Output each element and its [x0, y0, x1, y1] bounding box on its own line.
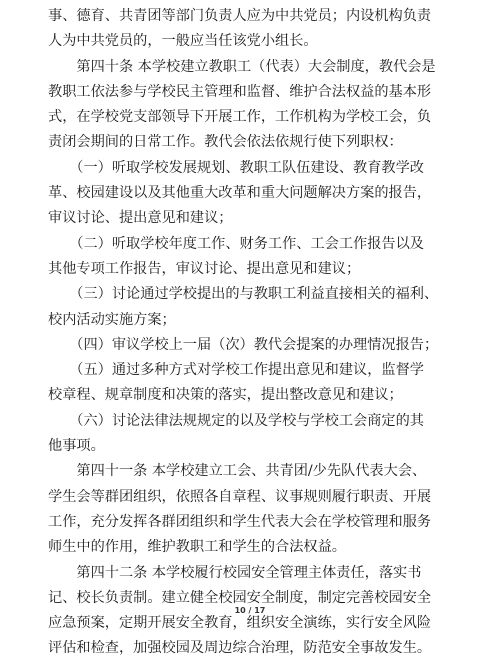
page-number: 10 / 17	[234, 606, 266, 615]
text-line: 应急预案，定期开展安全教育，组织安全演练，实行安全风险	[48, 615, 432, 632]
text-line: 审议讨论、提出意见和建议；	[48, 210, 233, 227]
text-line: 教职工依法参与学校民主管理和监督、维护合法权益的基本形	[48, 83, 432, 100]
text-line: （四）审议学校上一届（次）教代会提案的办理情况报告；	[48, 336, 439, 353]
text-line: 人为中共党员的，一般应当任该党小组长。	[48, 33, 318, 50]
text-line: 事、德育、共青团等部门负责人应为中共党员；内设机构负责	[48, 8, 432, 24]
text-line: 记、校长负责制。建立健全校园安全制度，制定完善校园安全	[48, 589, 432, 606]
text-line: （六）讨论法律法规规定的以及学校与学校工会商定的其	[48, 412, 424, 429]
text-line: 第四十二条 本学校履行校园安全管理主体责任，落实书	[48, 564, 422, 581]
text-line: 其他专项工作报告，审议讨论、提出意见和建议；	[48, 260, 361, 277]
text-line: 他事项。	[48, 438, 105, 455]
text-line: （二）听取学校年度工作、财务工作、工会工作报告以及	[48, 235, 424, 252]
text-line: （三）讨论通过学校提出的与教职工利益直接相关的福利、	[48, 286, 439, 303]
text-line: 评估和检查，加强校园及周边综合治理，防范安全事故发生。	[48, 640, 432, 657]
text-line: 第四十一条 本学校建立工会、共青团/少先队代表大会、	[48, 463, 427, 480]
text-line: （一）听取学校发展规划、教职工队伍建设、教育教学改	[48, 159, 424, 176]
text-line: 式，在学校党支部领导下开展工作，工作机构为学校工会，负	[48, 109, 432, 126]
text-line: 第四十条 本学校建立教职工（代表）大会制度，教代会是	[48, 58, 436, 75]
text-line: （五）通过多种方式对学校工作提出意见和建议，监督学	[48, 362, 424, 379]
text-line: 校内活动实施方案；	[48, 311, 176, 328]
text-line: 革、校园建设以及其他重大改革和重大问题解决方案的报告，	[48, 185, 432, 202]
text-line: 学生会等群团组织，依照各自章程、议事规则履行职责、开展	[48, 488, 432, 505]
text-line: 校章程、规章制度和决策的落实，提出整改意见和建议；	[48, 387, 403, 404]
text-line: 师生中的作用，维护教职工和学生的合法权益。	[48, 539, 346, 556]
text-line: 责闭会期间的日常工作。教代会依法依规行使下列职权：	[48, 134, 403, 151]
text-line: 工作，充分发挥各群团组织和学生代表大会在学校管理和服务	[48, 513, 432, 530]
document-body	[48, 4, 468, 662]
